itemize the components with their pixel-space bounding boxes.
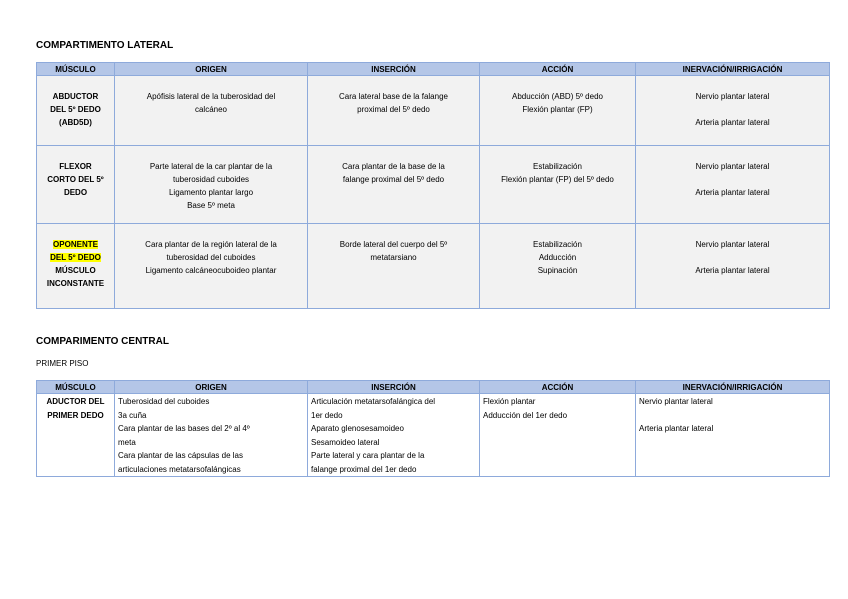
- muscle-cell: [37, 394, 115, 477]
- highlighted-muscle-name: OPONENTE: [53, 240, 98, 249]
- action-cell: [480, 146, 636, 224]
- action-line: Adducción del 1er dedo: [483, 410, 568, 420]
- muscle-cell: [37, 146, 115, 224]
- origin-cell: [115, 394, 308, 477]
- table-row: [37, 224, 830, 309]
- header-insertion: INSERCIÓN: [308, 63, 480, 76]
- insertion-cell: [308, 146, 480, 224]
- muscle-name-line: CORTO DEL 5º: [47, 175, 104, 184]
- header-action: ACCIÓN: [480, 381, 636, 394]
- action-line: Flexión plantar: [483, 397, 536, 406]
- artery-text: Arteria plantar lateral: [695, 266, 770, 275]
- header-insertion: INSERCIÓN: [308, 381, 480, 394]
- origin-line: Tuberosidad del cuboides: [118, 397, 210, 406]
- header-origin: ORIGEN: [115, 63, 308, 76]
- muscle-name-line: DEDO: [63, 188, 88, 197]
- origin-line: Ligamento plantar largo: [168, 188, 254, 197]
- origin-line: articulaciones metatarsofalángicas: [118, 464, 241, 474]
- insertion-line: proximal del 5º dedo: [357, 105, 430, 114]
- action-line: Supinación: [537, 266, 578, 275]
- origin-line: calcáneo: [194, 105, 228, 114]
- table-header-row: [37, 381, 830, 394]
- nerve-text: Nervio plantar lateral: [695, 162, 770, 171]
- header-muscle: MÚSCULO: [37, 381, 115, 394]
- header-muscle: MÚSCULO: [37, 63, 115, 76]
- table-header-row: [37, 63, 830, 76]
- table-row: [37, 146, 830, 224]
- muscle-name-line: ABDUCTOR: [52, 92, 99, 101]
- lateral-compartment-table: [36, 62, 830, 309]
- muscle-name-line: DEL 5º DEDO: [50, 105, 101, 114]
- nerve-text: Nervio plantar lateral: [639, 397, 713, 406]
- insertion-line: 1er dedo: [311, 410, 343, 420]
- muscle-name-line: PRIMER DEDO: [47, 410, 104, 420]
- header-innervation: INERVACIÓN/IRRIGACIÓN: [636, 63, 830, 76]
- insertion-cell: [308, 224, 480, 309]
- insertion-line: Sesamoideo lateral: [311, 437, 380, 447]
- table-row: [37, 76, 830, 146]
- header-innervation: INERVACIÓN/IRRIGACIÓN: [636, 381, 830, 394]
- muscle-name-line: INCONSTANTE: [46, 279, 105, 288]
- action-cell: [480, 224, 636, 309]
- muscle-name-line: FLEXOR: [59, 162, 92, 171]
- highlighted-muscle-name: DEL 5º DEDO: [50, 253, 101, 262]
- origin-line: Cara plantar de las cápsulas de las: [118, 451, 243, 460]
- innervation-cell: [636, 394, 830, 477]
- insertion-line: Articulación metatarsofalángica del: [311, 397, 436, 406]
- header-origin: ORIGEN: [115, 381, 308, 394]
- insertion-line: Cara plantar de la base de la: [342, 162, 445, 171]
- muscle-name-line: (ABD5D): [59, 118, 92, 127]
- insertion-line: Aparato glenosesamoideo: [311, 424, 404, 433]
- origin-cell: [115, 76, 308, 146]
- origin-line: meta: [118, 437, 136, 447]
- action-line: Estabilización: [533, 162, 582, 171]
- insertion-line: Borde lateral del cuerpo del 5º: [339, 240, 448, 249]
- muscle-name-line: MÚSCULO: [55, 266, 96, 275]
- muscle-name-line: ADUCTOR DEL: [46, 397, 105, 406]
- origin-cell: [115, 224, 308, 309]
- action-line: Adducción: [538, 253, 577, 262]
- innervation-cell: [636, 76, 830, 146]
- muscle-cell: [37, 76, 115, 146]
- artery-text: Arteria plantar lateral: [695, 118, 770, 127]
- insertion-line: Parte lateral y cara plantar de la: [311, 451, 425, 460]
- insertion-line: metatarsiano: [370, 253, 417, 262]
- origin-line: Parte lateral de la car plantar de la: [149, 162, 273, 171]
- origin-cell: [115, 146, 308, 224]
- insertion-cell: [308, 394, 480, 477]
- header-action: ACCIÓN: [480, 63, 636, 76]
- insertion-line: falange proximal del 5º dedo: [342, 175, 445, 184]
- insertion-line: Cara lateral base de la falange: [339, 92, 448, 101]
- action-line: Estabilización: [533, 240, 582, 249]
- action-line: Abducción (ABD) 5º dedo: [512, 92, 603, 101]
- section-title-lateral: COMPARTIMENTO LATERAL: [36, 40, 174, 51]
- origin-line: Apófisis lateral de la tuberosidad del: [146, 92, 276, 101]
- muscle-name-line: [37, 238, 114, 251]
- artery-text: Arteria plantar lateral: [695, 188, 770, 197]
- action-cell: [480, 394, 636, 477]
- origin-line: tuberosidad cuboides: [172, 175, 250, 184]
- origin-line: Cara plantar de la región lateral de la: [145, 240, 277, 249]
- origin-line: Cara plantar de las bases del 2º al 4º: [118, 424, 250, 433]
- action-line: Flexión plantar (FP): [522, 105, 593, 114]
- action-cell: [480, 76, 636, 146]
- origin-line: 3a cuña: [118, 410, 147, 420]
- action-line: Flexión plantar (FP) del 5º dedo: [501, 175, 614, 184]
- muscle-cell: [37, 224, 115, 309]
- insertion-cell: [308, 76, 480, 146]
- nerve-text: Nervio plantar lateral: [695, 240, 770, 249]
- muscle-name-line: [37, 251, 114, 264]
- central-compartment-table: [36, 380, 830, 477]
- innervation-cell: [636, 146, 830, 224]
- section-title-central: COMPARIMENTO CENTRAL: [36, 336, 169, 347]
- origin-line: tuberosidad del cuboides: [166, 253, 256, 262]
- origin-line: Base 5º meta: [187, 201, 235, 210]
- table-row: [37, 394, 830, 477]
- artery-text: Arteria plantar lateral: [639, 423, 714, 433]
- section-subtitle: PRIMER PISO: [36, 359, 89, 368]
- origin-line: Ligamento calcáneocuboideo plantar: [145, 266, 277, 275]
- innervation-cell: [636, 224, 830, 309]
- nerve-text: Nervio plantar lateral: [695, 92, 770, 101]
- insertion-line: falange proximal del 1er dedo: [311, 464, 417, 474]
